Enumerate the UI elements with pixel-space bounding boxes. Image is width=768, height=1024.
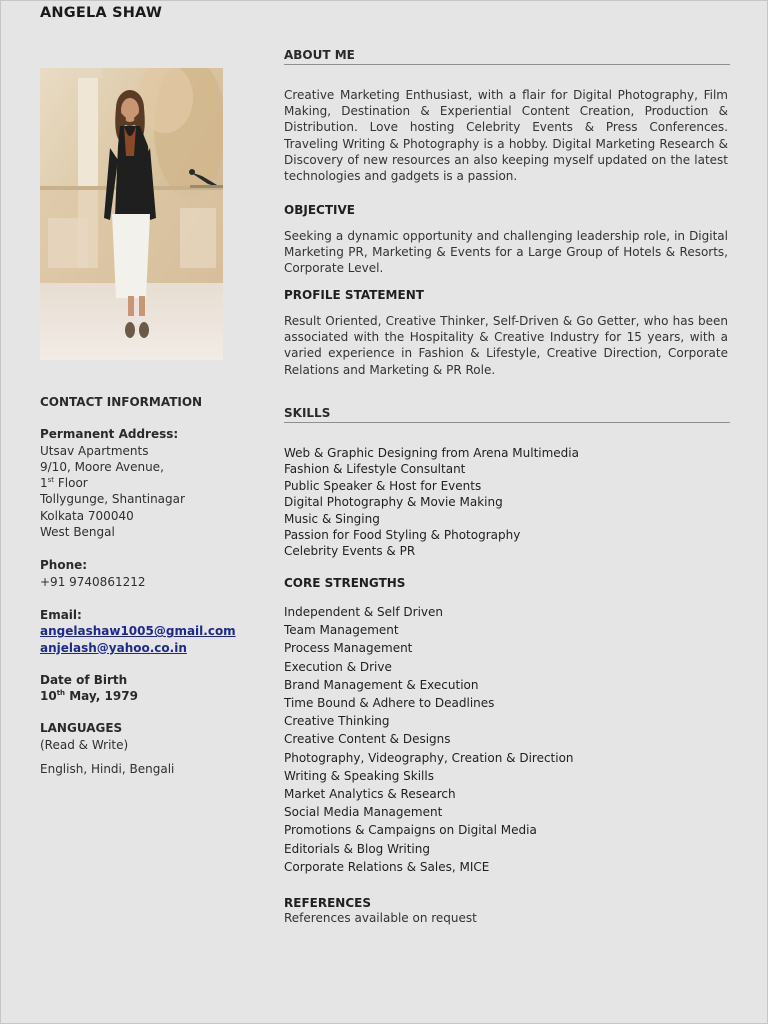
profile-title: PROFILE STATEMENT — [284, 288, 424, 302]
references-title: REFERENCES — [284, 896, 371, 910]
skill-item: Celebrity Events & PR — [284, 544, 416, 559]
references-text: References available on request — [284, 911, 477, 925]
strength-item: Corporate Relations & Sales, MICE — [284, 859, 490, 874]
skills-section — [284, 406, 728, 560]
dob-value: 10th May, 1979 — [40, 689, 138, 704]
skill-item: Web & Graphic Designing from Arena Multimedia — [284, 446, 579, 460]
profile-section — [284, 288, 728, 378]
languages-note: (Read & Write) — [40, 737, 129, 752]
skill-item: Public Speaker & Host for Events — [284, 478, 482, 493]
languages-list: English, Hindi, Bengali — [40, 762, 175, 777]
address-line: Tollygunge, Shantinagar — [40, 492, 185, 507]
about-text: Creative Marketing Enthusiast, with a flair for Digital Photography, Film Making, Destination & Experiential Content Creation, Production & Distribution. Love hosting Celebrity Events & Press Conferences. Traveling Writing & Photography is a hobby. Digital Marketing Research & Discovery of new resources an also keeping myself updated on the latest technologies and gadgets is a passion. — [284, 88, 728, 184]
strengths-title: CORE STRENGTHS — [284, 576, 406, 590]
profile-text: Result Oriented, Creative Thinker, Self-Driven & Go Getter, who has been associated with the Hospitality & Creative Industry for 15 years, with a varied experience in Fashion & Lifestyle, Creative Direction, Corporate Relations and Marketing & PR Role. — [284, 314, 728, 377]
address-line-floor: 1st Floor — [40, 476, 88, 491]
languages-block — [40, 720, 250, 777]
strength-item: Social Media Management — [284, 805, 443, 820]
phone-label: Phone: — [40, 558, 88, 573]
strength-item: Creative Content & Designs — [284, 732, 451, 747]
contact-title: CONTACT INFORMATION — [40, 395, 203, 409]
strength-item: Brand Management & Execution — [284, 677, 479, 692]
strength-item: Process Management — [284, 641, 413, 656]
dob-block — [40, 672, 250, 705]
languages-title: LANGUAGES — [40, 721, 123, 736]
address-line: West Bengal — [40, 525, 115, 540]
address-line: Utsav Apartments — [40, 443, 149, 458]
strength-item: Photography, Videography, Creation & Direction — [284, 750, 574, 765]
address-label: Permanent Address: — [40, 427, 179, 442]
skill-item: Music & Singing — [284, 511, 380, 526]
email-label: Email: — [40, 607, 82, 622]
strength-item: Editorials & Blog Writing — [284, 841, 430, 856]
portrait-image — [40, 68, 223, 360]
email-link-yahoo[interactable]: anjelash@yahoo.co.in — [40, 640, 187, 655]
skill-item: Passion for Food Styling & Photography — [284, 528, 521, 543]
skills-list — [284, 445, 728, 560]
strength-item: Creative Thinking — [284, 714, 390, 729]
strength-item: Market Analytics & Research — [284, 787, 456, 802]
email-link-gmail[interactable]: angelashaw1005@gmail.com — [40, 624, 236, 639]
strength-item: Time Bound & Adhere to Deadlines — [284, 696, 495, 711]
phone-block — [40, 557, 250, 590]
strength-item: Independent & Self Driven — [284, 605, 444, 619]
strength-item: Execution & Drive — [284, 659, 392, 674]
about-title: ABOUT ME — [284, 48, 730, 65]
objective-section — [284, 203, 728, 277]
address-line: Kolkata 700040 — [40, 508, 134, 523]
references-section — [284, 896, 728, 925]
skill-item: Fashion & Lifestyle Consultant — [284, 462, 466, 477]
address-block — [40, 426, 250, 540]
objective-title: OBJECTIVE — [284, 203, 355, 217]
candidate-name: ANGELA SHAW — [40, 5, 163, 21]
about-section — [284, 48, 728, 184]
skill-item: Digital Photography & Movie Making — [284, 495, 503, 510]
address-line: 9/10, Moore Avenue, — [40, 459, 164, 474]
strengths-section — [284, 576, 728, 876]
strength-item: Writing & Speaking Skills — [284, 768, 434, 783]
dob-label: Date of Birth — [40, 672, 128, 687]
strength-item: Promotions & Campaigns on Digital Media — [284, 823, 537, 838]
profile-photo — [40, 68, 223, 360]
skills-title: SKILLS — [284, 406, 730, 423]
email-block — [40, 607, 250, 656]
strength-item: Team Management — [284, 623, 399, 638]
strengths-list — [284, 603, 728, 876]
phone-number: +91 9740861212 — [40, 574, 146, 589]
objective-text: Seeking a dynamic opportunity and challenging leadership role, in Digital Marketing PR, Marketing & Events for a Large Group of Hotels & Resorts, Corporate Level. — [284, 229, 728, 276]
contact-section — [40, 394, 250, 777]
